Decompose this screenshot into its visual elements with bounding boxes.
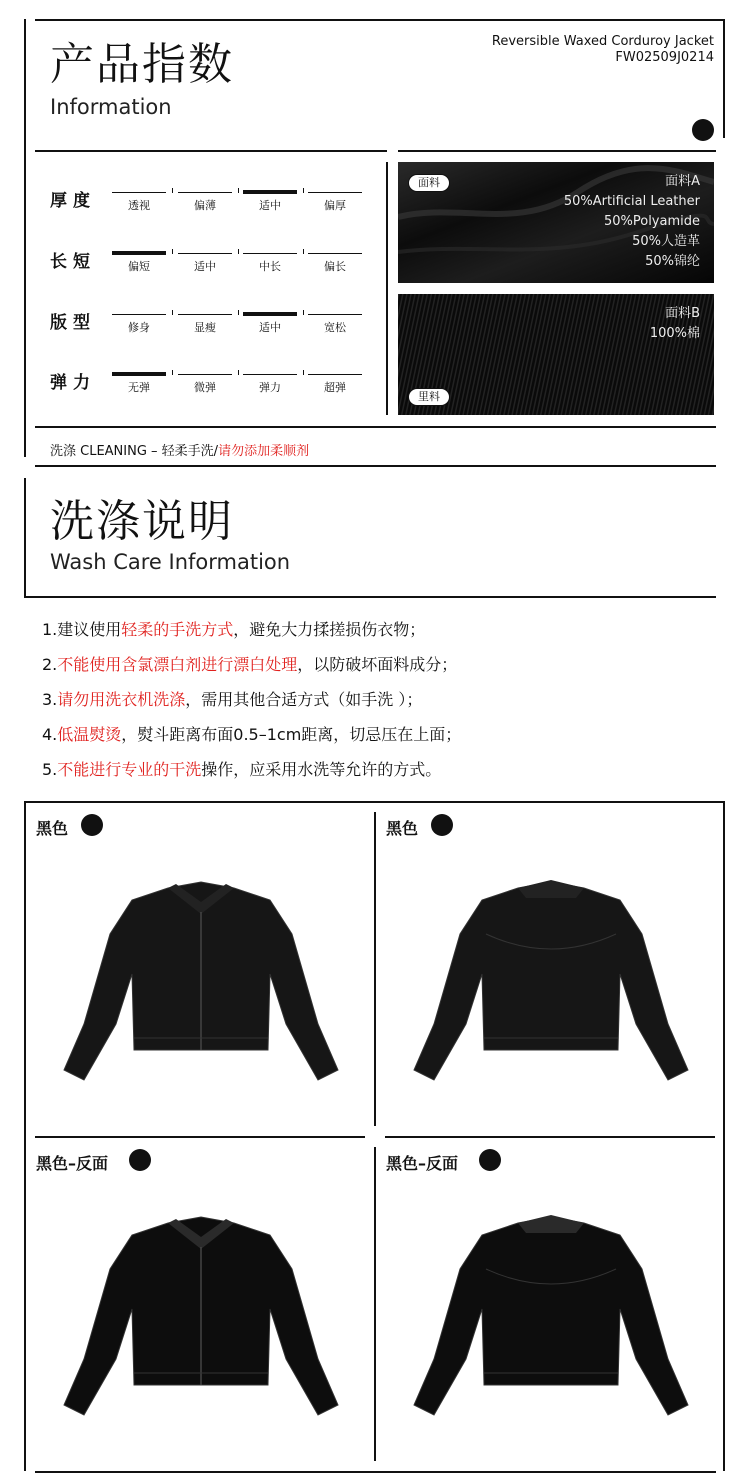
page-subtitle: Information [50,95,172,119]
index-option [243,374,297,396]
divider-right [398,150,716,152]
gallery-caption: 黑色 [386,819,419,838]
gallery-caption: 黑色–反面 [36,1154,109,1173]
cleaning-warning: 请勿添加柔顺剂 [218,444,310,459]
product-name: Reversible Waxed Corduroy Jacket [491,34,714,49]
care-item-highlight: 低温熨烫 [57,725,122,744]
wash-divider [24,596,716,598]
color-swatch[interactable] [431,814,453,836]
index-tick [172,310,173,315]
care-item-text: ，以防破坏面料成分； [297,655,458,674]
gallery-caption: 黑色–反面 [386,1154,459,1173]
product-code: FW02509J0214 [615,50,714,65]
wash-subtitle: Wash Care Information [50,550,291,574]
index-option [178,374,232,396]
fabric-a-spec [564,172,700,272]
fabric-b-tag: 里料 [408,388,450,406]
index-row-label: 厚度 [50,191,96,211]
index-option-bar [308,253,362,254]
index-tick [238,249,239,254]
gallery-hdiv-left [35,1136,365,1138]
index-option-label: 偏短 [128,260,150,273]
care-item-text: ，避免大力揉搓损伤衣物； [233,620,426,639]
care-item-highlight: 不能进行专业的干洗 [57,760,202,779]
index-option-label: 宽松 [324,321,346,334]
index-tick [172,249,173,254]
color-swatch[interactable] [129,1149,151,1171]
index-option [243,314,297,336]
index-option-label: 适中 [259,321,281,334]
divider-cleaning-top [35,426,716,428]
fabric-a-line-2: 50%Polyamide [603,214,700,229]
index-row-label: 版型 [50,313,96,333]
fabric-b-spec [650,304,700,344]
index-option [308,192,362,214]
gallery-right-border [723,801,725,1471]
index-option [243,253,297,275]
index-option-bar [178,314,232,315]
care-item-highlight: 请勿用洗衣机洗涤 [57,690,186,709]
fabric-b-title: 面料B [665,306,700,321]
index-option-label: 透视 [128,199,150,212]
fabric-a-line-1: 50%Artificial Leather [563,194,700,209]
index-tick [172,370,173,375]
index-option-bar [178,192,232,193]
index-option-label: 适中 [194,260,216,273]
page-title: 产品指数 [50,39,234,90]
jacket-image [406,1209,696,1439]
care-item [42,725,461,745]
gallery-caption: 黑色 [36,819,69,838]
care-item-text: ，熨斗距离布面0.5–1cm距离，切忌压在上面； [121,725,462,744]
index-option [112,253,166,275]
index-option-bar [178,253,232,254]
left-border [24,19,26,457]
index-tick [303,370,304,375]
index-option [243,192,297,214]
care-item [42,620,425,640]
index-option-bar [112,314,166,315]
fabric-a-card [398,162,714,283]
index-tick [303,310,304,315]
color-swatch[interactable] [81,814,103,836]
index-option-label: 偏薄 [194,199,216,212]
index-option-bar [243,312,297,316]
fabric-a-line-4: 50%锦纶 [645,254,700,269]
index-tick [303,249,304,254]
index-tick [238,370,239,375]
fabric-b-card [398,294,714,415]
care-item-text: 4. [42,725,58,744]
wash-left-border [24,478,26,596]
index-option-bar [178,374,232,375]
index-option-label: 修身 [128,321,150,334]
index-option-bar [112,192,166,193]
index-tick [238,310,239,315]
divider-cleaning-bottom [35,465,716,467]
care-item-text: 2. [42,655,58,674]
index-option-bar [243,374,297,375]
index-option-label: 显瘦 [194,321,216,334]
index-option-bar [308,374,362,375]
jacket-image [406,874,696,1104]
index-option-label: 超弹 [324,381,346,394]
care-item-highlight: 不能使用含氯漂白剂进行漂白处理 [57,655,298,674]
index-option-label: 中长 [259,260,281,273]
index-option [308,314,362,336]
care-item [42,655,457,675]
index-option-bar [308,314,362,315]
jacket-image [56,1209,346,1439]
index-row-label: 长短 [50,252,96,272]
care-item-highlight: 轻柔的手洗方式 [121,620,234,639]
care-item [42,760,441,780]
care-item-text: 操作，应采用水洗等允许的方式。 [201,760,442,779]
index-option [178,192,232,214]
index-option [112,314,166,336]
index-option-label: 微弹 [194,381,216,394]
index-option [112,374,166,396]
index-tick [238,188,239,193]
care-item-text: ，需用其他合适方式（如手洗 ）； [185,690,423,709]
index-option-bar [243,253,297,254]
top-border [35,19,725,21]
gallery-top-border [24,801,724,803]
index-option-label: 偏长 [324,260,346,273]
index-option-bar [112,251,166,255]
index-option [308,253,362,275]
index-option [112,192,166,214]
care-item [42,690,422,710]
cleaning-text: 洗涤 CLEANING – 轻柔手洗/ [50,444,219,459]
fabric-a-title: 面料A [665,174,700,189]
vertical-divider [386,162,388,415]
care-item-text: 1.建议使用 [42,620,122,639]
gallery-mid-bottom [374,1147,376,1461]
gallery-mid-top [374,812,376,1126]
index-tick [172,188,173,193]
jacket-image [56,874,346,1104]
index-option-label: 偏厚 [324,199,346,212]
wash-title: 洗涤说明 [50,496,234,547]
index-option-label: 弹力 [259,381,281,394]
fabric-a-line-3: 50%人造革 [632,234,700,249]
divider-left [35,150,387,152]
care-item-text: 3. [42,690,58,709]
index-option [178,253,232,275]
index-option-label: 适中 [259,199,281,212]
index-option [178,314,232,336]
index-option-label: 无弹 [128,381,150,394]
color-dot [692,119,714,141]
index-option [308,374,362,396]
right-border-top [723,19,725,138]
product-info [492,34,714,66]
care-item-text: 5. [42,760,58,779]
index-tick [303,188,304,193]
index-row-label: 弹力 [50,373,96,393]
fabric-a-tag: 面料 [408,174,450,192]
fabric-b-line-1: 100%棉 [649,326,700,341]
gallery-left-border [24,801,26,1471]
cleaning-note [50,440,309,459]
color-swatch[interactable] [479,1149,501,1171]
index-option-bar [243,190,297,194]
index-option-bar [308,192,362,193]
index-option-bar [112,372,166,376]
gallery-hdiv-right [385,1136,715,1138]
